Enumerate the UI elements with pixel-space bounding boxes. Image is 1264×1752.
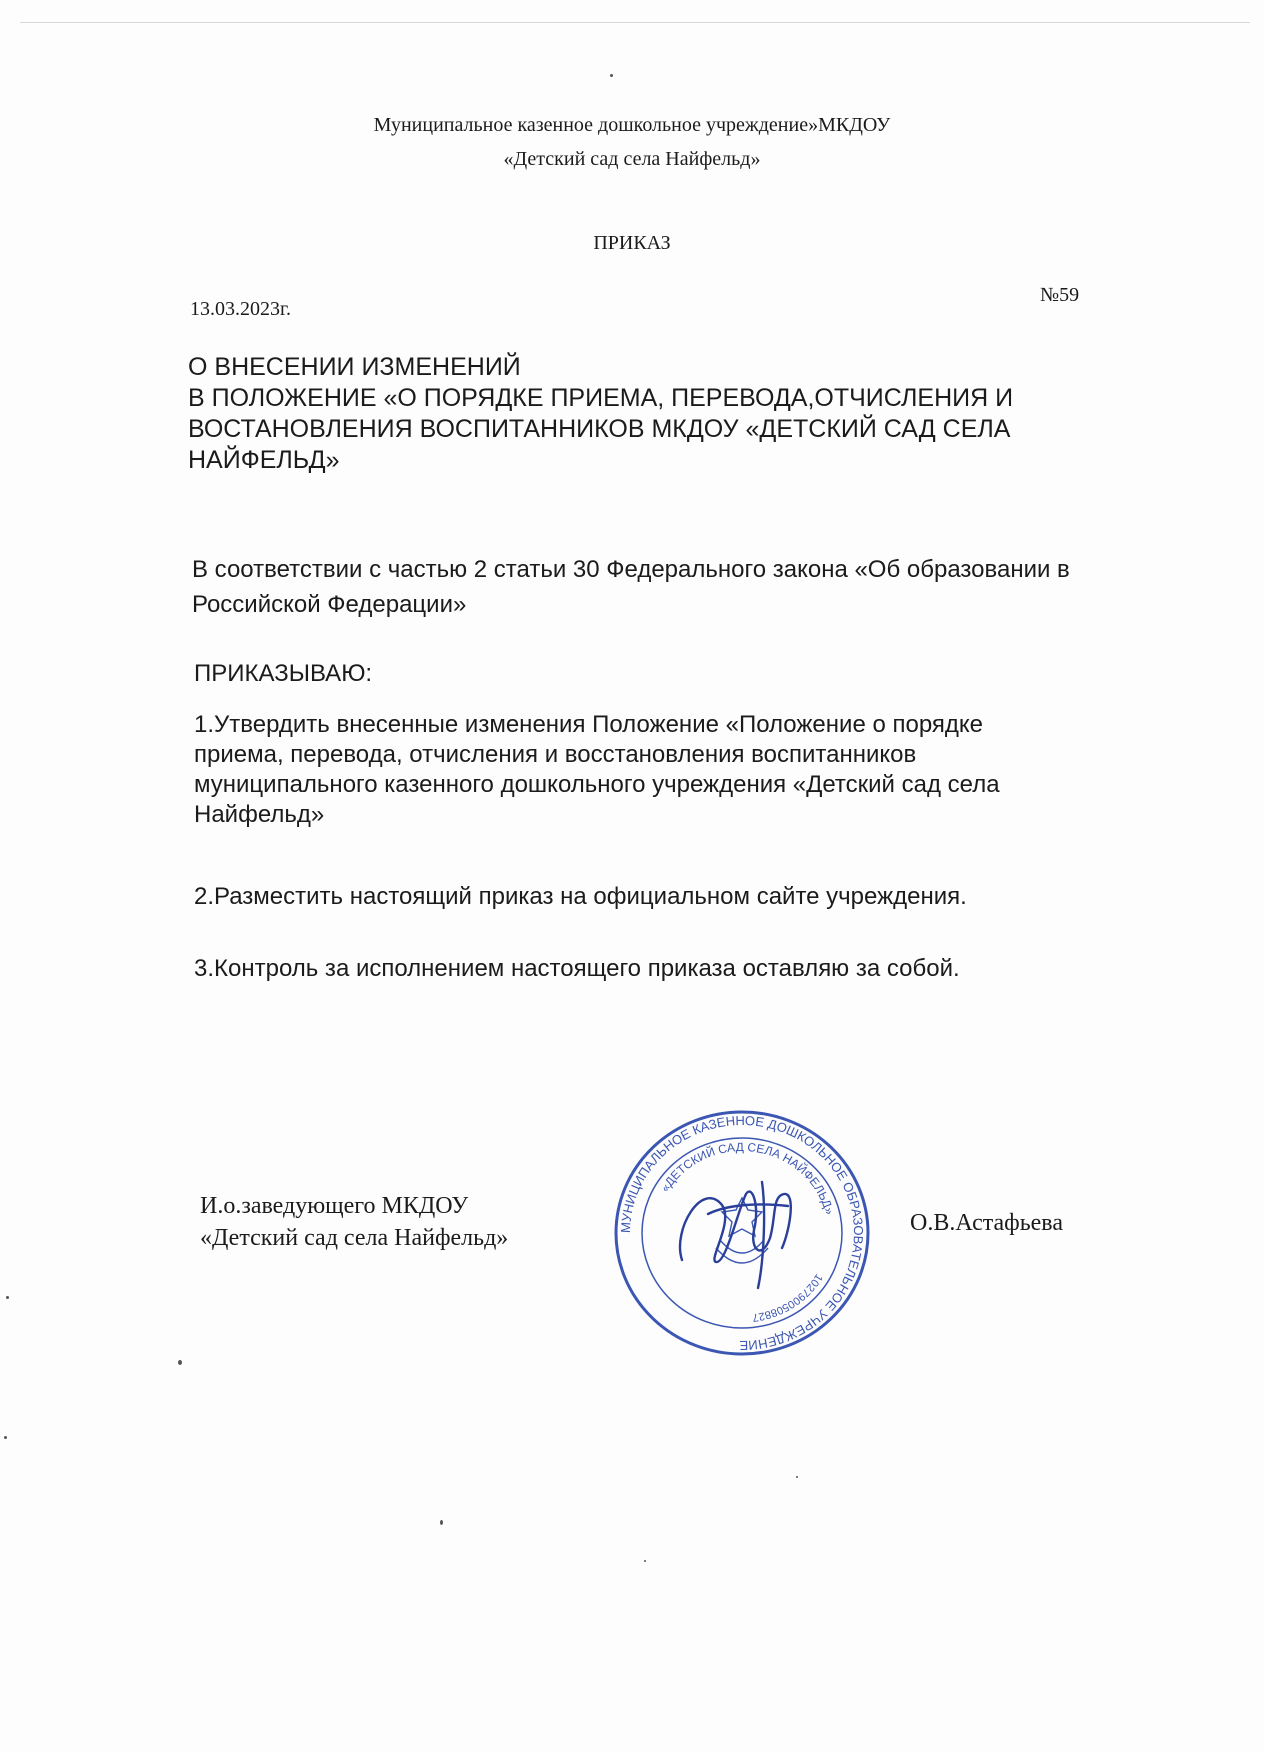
signatory-role <box>200 1190 508 1254</box>
basis-line: В соответствии с частью 2 статьи 30 Федерального закона «Об образовании в <box>192 556 1070 583</box>
scan-speck <box>610 74 613 77</box>
scan-speck <box>440 1520 443 1525</box>
item-line: Найфельд» <box>194 801 325 828</box>
institution-short-name: «Детский сад села Найфельд» <box>503 148 761 170</box>
order-number: №59 <box>1040 284 1080 306</box>
scan-speck <box>4 1436 7 1439</box>
signatory-name: О.В.Астафьева <box>910 1210 1063 1236</box>
subject-line: О ВНЕСЕНИИ ИЗМЕНЕНИЙ <box>188 353 521 381</box>
item-line: 1.Утвердить внесенные изменения Положение «Положение о порядке <box>194 711 984 738</box>
scan-edge-line <box>20 22 1250 23</box>
scan-speck <box>6 1296 9 1299</box>
order-date: 13.03.2023г. <box>190 298 291 320</box>
handwritten-signature <box>680 1182 791 1288</box>
item-line: приема, перевода, отчисления и восстановления воспитанников <box>194 741 917 768</box>
role-line: «Детский сад села Найфельд» <box>200 1225 509 1251</box>
item-line: муниципального казенного дошкольного учреждения «Детский сад села <box>194 771 1000 798</box>
stamp-code: 1027900508827 <box>751 1271 825 1324</box>
official-stamp <box>612 1110 872 1356</box>
role-line: И.о.заведующего МКДОУ <box>200 1193 469 1219</box>
order-subject <box>188 352 1168 476</box>
order-heading: ПРИКАЗЫВАЮ: <box>194 660 373 687</box>
scan-speck <box>796 1476 798 1478</box>
legal-basis <box>192 552 1172 622</box>
order-item-3: 3.Контроль за исполнением настоящего приказа оставляю за собой. <box>194 955 960 982</box>
stamp-inner-text: «ДЕТСКИЙ САД СЕЛА НАЙФЕЛЬД» <box>657 1139 837 1217</box>
stamp-outer-text: МУНИЦИПАЛЬНОЕ КАЗЕННОЕ ДОШКОЛЬНОЕ ОБРАЗОВАТЕЛЬНОЕ УЧРЕЖДЕНИЕ <box>617 1112 867 1354</box>
subject-line: В ПОЛОЖЕНИЕ «О ПОРЯДКЕ ПРИЕМА, ПЕРЕВОДА,ОТЧИСЛЕНИЯ И <box>188 384 1014 412</box>
institution-name: Муниципальное казенное дошкольное учреждение»МКДОУ <box>373 114 891 136</box>
order-item-1 <box>194 710 1134 830</box>
document-title: ПРИКАЗ <box>593 232 671 254</box>
stamp-inner-ring <box>642 1138 842 1328</box>
subject-line: ВОСТАНОВЛЕНИЯ ВОСПИТАННИКОВ МКДОУ «ДЕТСКИЙ САД СЕЛА <box>188 415 1011 443</box>
basis-line: Российской Федерации» <box>192 591 467 618</box>
order-item-2: 2.Разместить настоящий приказ на официальном сайте учреждения. <box>194 883 967 910</box>
subject-line: НАЙФЕЛЬД» <box>188 446 340 474</box>
scan-speck <box>178 1360 182 1365</box>
scan-speck <box>644 1560 646 1562</box>
